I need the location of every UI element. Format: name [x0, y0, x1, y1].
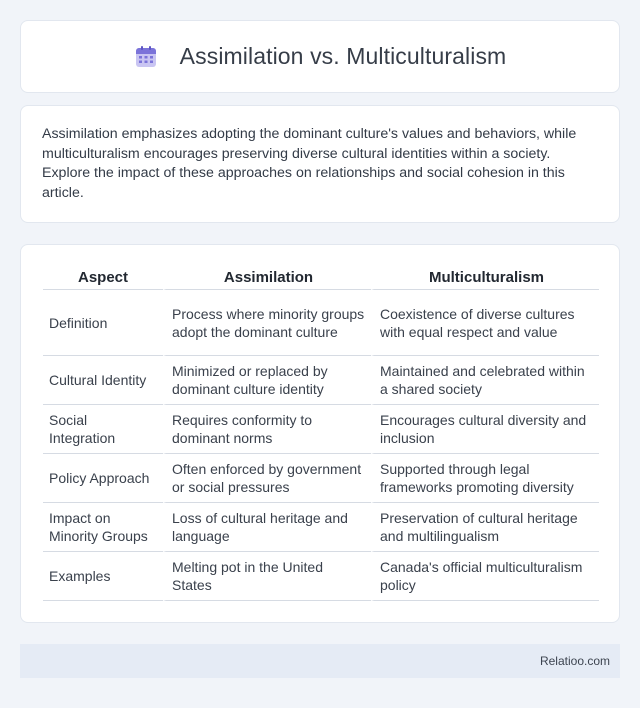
title-card: [20, 20, 620, 93]
table-row: [43, 454, 599, 503]
table-cell-assimilation: Loss of cultural heritage and language: [163, 503, 371, 552]
column-header-multiculturalism: Multiculturalism: [371, 265, 599, 290]
table-row: [43, 405, 599, 454]
table-cell-aspect: Social Integration: [43, 405, 163, 454]
table-row: [43, 356, 599, 405]
table-cell-multiculturalism: Preservation of cultural heritage and multilingualism: [371, 503, 599, 552]
comparison-table: [43, 265, 599, 601]
table-cell-assimilation: Melting pot in the United States: [163, 552, 371, 601]
table-cell-aspect: Impact on Minority Groups: [43, 503, 163, 552]
table-row: [43, 552, 599, 601]
table-cell-assimilation: Process where minority groups adopt the dominant culture: [163, 290, 371, 356]
table-cell-aspect: Definition: [43, 290, 163, 356]
comparison-card: [20, 244, 620, 623]
table-cell-multiculturalism: Supported through legal frameworks promoting diversity: [371, 454, 599, 503]
table-row: [43, 503, 599, 552]
table-cell-assimilation: Minimized or replaced by dominant culture identity: [163, 356, 371, 405]
table-cell-assimilation: Often enforced by government or social pressures: [163, 454, 371, 503]
column-header-assimilation: Assimilation: [163, 265, 371, 290]
table-cell-multiculturalism: Encourages cultural diversity and inclusion: [371, 405, 599, 454]
intro-card: [20, 105, 620, 223]
table-cell-multiculturalism: Maintained and celebrated within a shared society: [371, 356, 599, 405]
table-header-row: [43, 265, 599, 290]
table-cell-multiculturalism: Coexistence of diverse cultures with equal respect and value: [371, 290, 599, 356]
table-row: [43, 290, 599, 356]
calendar-icon: [134, 45, 158, 69]
table-cell-aspect: Examples: [43, 552, 163, 601]
footer-brand: Relatioo.com: [539, 654, 610, 668]
table-cell-assimilation: Requires conformity to dominant norms: [163, 405, 371, 454]
intro-paragraph: Assimilation emphasizes adopting the dominant culture's values and behaviors, while multiculturalism encourages preserving diverse cultural identities within a society. Explore the impact of these approaches on relationships and social cohesion in this article.: [42, 126, 577, 201]
column-header-aspect: Aspect: [43, 265, 163, 290]
page-title: Assimilation vs. Multiculturalism: [179, 43, 507, 69]
table-cell-multiculturalism: Canada's official multiculturalism policy: [371, 552, 599, 601]
footer-bar: [20, 644, 620, 678]
table-cell-aspect: Policy Approach: [43, 454, 163, 503]
table-cell-aspect: Cultural Identity: [43, 356, 163, 405]
